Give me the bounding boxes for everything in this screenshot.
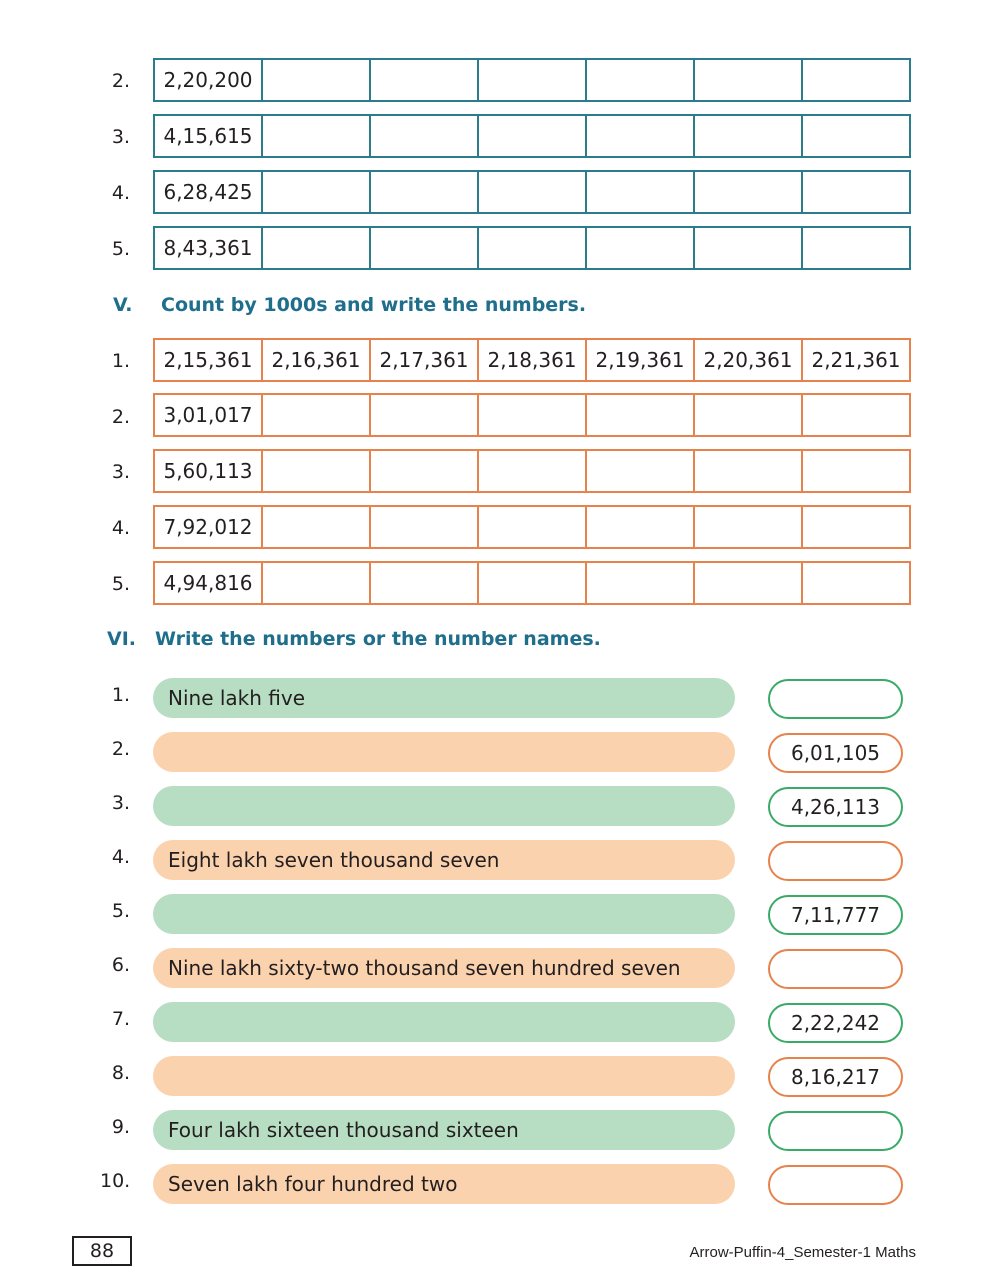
row-number: 2. [111, 406, 130, 428]
table-row [153, 449, 911, 493]
answer-cell[interactable] [693, 507, 801, 547]
number-cell: 2,18,361 [477, 340, 585, 380]
number-cell: 2,19,361 [585, 340, 693, 380]
start-number-cell: 2,20,200 [163, 68, 253, 92]
table-row [153, 170, 911, 214]
answer-cell[interactable] [369, 395, 477, 435]
answer-cell[interactable] [693, 395, 801, 435]
number-name-field[interactable]: Four lakh sixteen thousand sixteen [153, 1110, 735, 1150]
numeral-field[interactable]: 7,11,777 [768, 895, 903, 935]
start-number-cell: 3,01,017 [163, 403, 253, 427]
section-number: V. [113, 294, 133, 316]
answer-cell[interactable] [369, 563, 477, 603]
answer-cell[interactable] [801, 60, 909, 100]
numeral-field[interactable] [768, 841, 903, 881]
page-number: 88 [72, 1236, 132, 1266]
numeral-field[interactable]: 4,26,113 [768, 787, 903, 827]
answer-cell[interactable] [693, 563, 801, 603]
answer-cell[interactable] [261, 228, 369, 268]
item-number: 3. [111, 792, 130, 814]
item-number: 2. [111, 738, 130, 760]
number-cell: 2,17,361 [369, 340, 477, 380]
start-number-cell: 6,28,425 [163, 180, 253, 204]
answer-cell[interactable] [585, 395, 693, 435]
answer-cell[interactable] [261, 395, 369, 435]
book-title: Arrow-Puffin-4_Semester-1 Maths [689, 1244, 916, 1261]
number-cell: 2,20,361 [693, 340, 801, 380]
section-title: Count by 1000s and write the numbers. [161, 294, 587, 316]
item-number: 8. [111, 1062, 130, 1084]
item-number: 1. [111, 684, 130, 706]
answer-cell[interactable] [477, 451, 585, 491]
answer-cell[interactable] [801, 395, 909, 435]
answer-cell[interactable] [261, 116, 369, 156]
number-name-field[interactable] [153, 1056, 735, 1096]
item-number: 4. [111, 846, 130, 868]
answer-cell[interactable] [369, 172, 477, 212]
answer-cell[interactable] [369, 451, 477, 491]
start-number-cell: 8,43,361 [163, 236, 253, 260]
answer-cell[interactable] [585, 507, 693, 547]
answer-cell[interactable] [477, 507, 585, 547]
answer-cell[interactable] [693, 172, 801, 212]
item-number: 9. [111, 1116, 130, 1138]
table-row [153, 338, 911, 382]
start-number-cell: 5,60,113 [163, 459, 253, 483]
answer-cell[interactable] [585, 228, 693, 268]
start-number-cell: 4,15,615 [163, 124, 253, 148]
table-row [153, 561, 911, 605]
start-number-cell: 4,94,816 [163, 571, 253, 595]
answer-cell[interactable] [693, 451, 801, 491]
table-row [153, 114, 911, 158]
row-number: 5. [111, 238, 130, 260]
numeral-field[interactable] [768, 949, 903, 989]
answer-cell[interactable] [369, 116, 477, 156]
number-name-field[interactable] [153, 1002, 735, 1042]
number-name-field[interactable]: Nine lakh five [153, 678, 735, 718]
item-number: 5. [111, 900, 130, 922]
row-number: 3. [111, 461, 130, 483]
row-number: 3. [111, 126, 130, 148]
section-v-heading [113, 294, 586, 316]
number-name-field[interactable] [153, 732, 735, 772]
answer-cell[interactable] [585, 60, 693, 100]
row-number: 4. [111, 517, 130, 539]
answer-cell[interactable] [801, 451, 909, 491]
answer-cell[interactable] [261, 451, 369, 491]
number-name-field[interactable]: Seven lakh four hundred two [153, 1164, 735, 1204]
table-row [153, 393, 911, 437]
numeral-field[interactable] [768, 679, 903, 719]
number-cell: 2,21,361 [801, 340, 909, 380]
numeral-field[interactable]: 2,22,242 [768, 1003, 903, 1043]
number-name-field[interactable]: Eight lakh seven thousand seven [153, 840, 735, 880]
answer-cell[interactable] [261, 60, 369, 100]
answer-cell[interactable] [369, 507, 477, 547]
answer-cell[interactable] [801, 563, 909, 603]
answer-cell[interactable] [477, 172, 585, 212]
answer-cell[interactable] [585, 451, 693, 491]
answer-cell[interactable] [801, 172, 909, 212]
answer-cell[interactable] [477, 563, 585, 603]
table-row [153, 58, 911, 102]
answer-cell[interactable] [477, 395, 585, 435]
numeral-field[interactable]: 8,16,217 [768, 1057, 903, 1097]
answer-cell[interactable] [477, 116, 585, 156]
section-title: Write the numbers or the number names. [155, 628, 601, 650]
answer-cell[interactable] [585, 116, 693, 156]
answer-cell[interactable] [801, 228, 909, 268]
number-name-field[interactable]: Nine lakh sixty-two thousand seven hundred seven [153, 948, 735, 988]
numeral-field[interactable] [768, 1111, 903, 1151]
number-cell: 2,16,361 [261, 340, 369, 380]
answer-cell[interactable] [693, 228, 801, 268]
answer-cell[interactable] [585, 563, 693, 603]
row-number: 5. [111, 573, 130, 595]
row-number: 1. [111, 350, 130, 372]
answer-cell[interactable] [369, 228, 477, 268]
number-name-field[interactable] [153, 894, 735, 934]
answer-cell[interactable] [261, 507, 369, 547]
table-row [153, 505, 911, 549]
answer-cell[interactable] [261, 563, 369, 603]
answer-cell[interactable] [477, 228, 585, 268]
start-number-cell: 7,92,012 [163, 515, 253, 539]
number-name-field[interactable] [153, 786, 735, 826]
item-number: 10. [100, 1170, 131, 1192]
answer-cell[interactable] [801, 507, 909, 547]
numeral-field[interactable]: 6,01,105 [768, 733, 903, 773]
numeral-field[interactable] [768, 1165, 903, 1205]
item-number: 6. [111, 954, 130, 976]
answer-cell[interactable] [585, 172, 693, 212]
answer-cell[interactable] [801, 116, 909, 156]
row-number: 2. [111, 70, 130, 92]
row-number: 4. [111, 182, 130, 204]
answer-cell[interactable] [693, 60, 801, 100]
number-cell: 2,15,361 [163, 348, 253, 372]
answer-cell[interactable] [261, 172, 369, 212]
section-vi-heading [107, 628, 601, 650]
table-row [153, 226, 911, 270]
section-number: VI. [107, 628, 136, 650]
answer-cell[interactable] [477, 60, 585, 100]
answer-cell[interactable] [693, 116, 801, 156]
answer-cell[interactable] [369, 60, 477, 100]
item-number: 7. [111, 1008, 130, 1030]
